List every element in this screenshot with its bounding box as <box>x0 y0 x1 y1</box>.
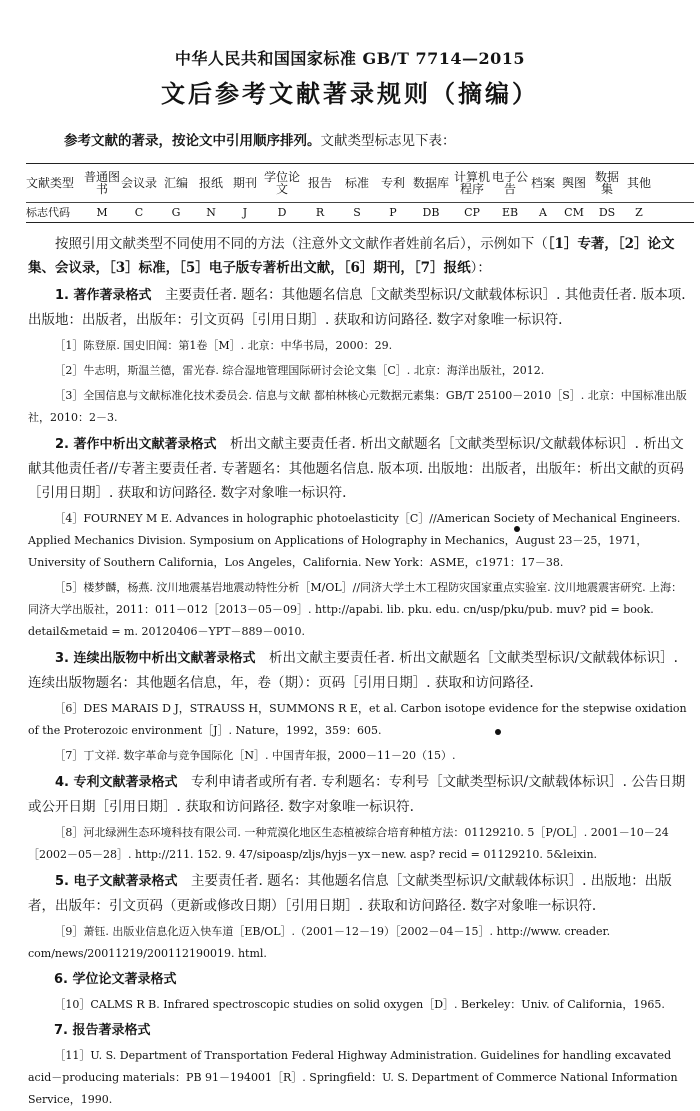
table-cell-code: D <box>277 206 287 219</box>
reference-example: ［8］河北绿洲生态环境科技有限公司. 一种荒漠化地区生态植被综合培育种植方法：01129210. 5［P/OL］. 2001－10－24［2002－05－28］. http://211. 152. 9. 47/sipoasp/zljs/hyjs－yx－new. asp? recid = 01129210. 5&leixin. <box>28 826 669 861</box>
section-paragraph <box>28 869 688 918</box>
section-format-text: 析出文献主要责任者. 析出文献题名［文献类型标识/文献载体标识］. 析出文献其他责任者//专著主要责任者. 专著题名：其他题名信息. 版本项. 出版地：出版者，出版年：析出文献的页码［引用日期］. 获取和访问路径. 数字对象唯一标识符. <box>28 436 684 501</box>
reference-example: ［9］萧钰. 出版业信息化迈入快车道［EB/OL］.（2001－12－19）［2002－04－15］. http://www. creader. com/news/20011219/200112190019. html. <box>28 925 611 960</box>
reference-example: ［3］全国信息与文献标准化技术委员会. 信息与文献 都柏林核心元数据元素集：GB/T 25100－2010［S］. 北京：中国标准出版社，2010：2－3. <box>28 389 687 424</box>
section-heading: 1. 著作著录格式 <box>55 288 152 303</box>
table-cell-type: 舆图 <box>561 177 586 189</box>
table-cell-type: 数据库 <box>412 177 449 189</box>
table-cell-type: 电子公告 <box>492 171 528 195</box>
table-cell-code: C <box>134 206 144 219</box>
intro-end: ）： <box>470 260 491 276</box>
document-type-table <box>26 163 694 223</box>
table-cell-code: J <box>242 206 248 219</box>
section-paragraph <box>28 770 688 819</box>
table-cell-type: 期刊 <box>232 177 257 189</box>
format-section <box>28 1020 688 1111</box>
table-cell-code: R <box>315 206 325 219</box>
format-section <box>28 646 688 767</box>
section-paragraph <box>28 283 688 332</box>
table-row-types <box>26 164 694 203</box>
intro-text: 按照引用文献类型不同使用不同的方法（注意外文文献作者姓前名后），示例如下（ <box>55 236 548 252</box>
table-cell-type: 普通图书 <box>84 171 120 195</box>
format-section <box>28 432 688 643</box>
table-cell-code: CM <box>564 206 584 219</box>
table-cell-code: N <box>206 206 216 219</box>
table-row-codes <box>26 203 694 222</box>
table-cell-type: 数据集 <box>594 171 619 195</box>
table-cell-code: CP <box>464 206 480 219</box>
reference-example: ［1］陈登原. 国史旧闻：第1卷［M］. 北京：中华书局，2000：29. <box>54 339 393 352</box>
section-paragraph <box>28 432 688 505</box>
lead-normal: 文献类型标志见下表： <box>320 133 456 149</box>
table-cell-code: M <box>96 206 108 219</box>
intro-paragraph <box>28 232 688 280</box>
section-format-text: 专利申请者或所有者. 专利题名：专利号［文献类型标识/文献载体标识］. 公告日期或公开日期［引用日期］. 获取和访问路径. 数字对象唯一标识符. <box>28 774 686 815</box>
reference-example: ［2］牛志明，斯温兰德，雷光春. 综合湿地管理国际研讨会论文集［C］. 北京：海洋出版社，2012. <box>54 364 545 377</box>
lead-sentence <box>64 129 684 149</box>
section-heading: 7. 报告著录格式 <box>54 1023 151 1038</box>
reference-example: ［6］DES MARAIS D J，STRAUSS H，SUMMONS R E，et al. Carbon isotope evidence for the stepwise oxidation of the Proterozoic environment［J］. Nature，1992，359：605. <box>28 702 687 737</box>
format-section <box>28 969 688 1016</box>
table-cell-type: 学位论文 <box>263 171 300 195</box>
speck-mark <box>514 526 520 532</box>
table-cell-code: DB <box>422 206 440 219</box>
table-cell-type: 专利 <box>380 177 405 189</box>
table-cell-type: 档案 <box>530 177 555 189</box>
table-header-code: 标志代码 <box>26 206 70 219</box>
reference-example: ［4］FOURNEY M E. Advances in holographic photoelasticity［C］//American Society of Mechanical Engineers. Applied Mechanics Division. Symposium on Applications of Holography in Mechanics，August 23－25，1971，University of Southern California，Los Angeles，California. New York：ASME，c1971：17－38. <box>28 512 681 569</box>
sections-container <box>28 283 688 1111</box>
table-header-type: 文献类型 <box>26 177 75 189</box>
format-section <box>28 283 688 429</box>
section-format-text: 主要责任者. 题名：其他题名信息［文献类型标识/文献载体标识］. 出版地：出版者，出版年：引文页码（更新或修改日期）［引用日期］. 获取和访问路径. 数字对象唯一标识符. <box>28 873 672 914</box>
table-cell-code: S <box>353 206 361 219</box>
table-cell-code: DS <box>598 206 616 219</box>
section-heading: 6. 学位论文著录格式 <box>54 972 177 987</box>
table-cell-code: G <box>171 206 181 219</box>
speck-mark <box>495 729 501 735</box>
table-cell-type: 其他 <box>626 177 651 189</box>
table-cell-code: EB <box>501 206 519 219</box>
table-cell-code: A <box>539 206 547 219</box>
table-cell-code: Z <box>635 206 643 219</box>
standard-number: 中华人民共和国国家标准 GB/T 7714—2015 <box>174 49 526 68</box>
lead-bold: 参考文献的著录，按论文中引用顺序排列。 <box>64 133 321 149</box>
table-cell-type: 计算机程序 <box>453 171 490 195</box>
reference-example: ［7］丁文祥. 数字革命与竞争国际化［N］. 中国青年报，2000－11－20（15）. <box>54 749 456 762</box>
intro-emphasis: ［1］专著，［2］论文集、会议录，［3］标准，［5］电子版专著析出文献，［6］期刊，［7］报纸 <box>28 236 675 276</box>
reference-example: ［5］楼梦麟，杨燕. 汶川地震基岩地震动特性分析［M/OL］//同济大学土木工程防灾国家重点实验室. 汶川地震震害研究. 上海：同济大学出版社，2011：011－012［2013－05－09］. http://apabi. lib. pku. edu. cn/usp/pku/pub. muv? pid = book. detail&metaid = m. 20120406－YPT－889－0010. <box>28 581 683 638</box>
reference-example: ［11］U. S. Department of Transportation Federal Highway Administration. Guidelines for handling excavated acid－producing materials：PB 91－194001［R］. Springfield：U. S. Department of Commerce National Information Service，1990. <box>28 1049 678 1106</box>
format-section <box>28 869 688 965</box>
page-title: 文后参考文献著录规则（摘编） <box>161 80 539 108</box>
section-format-text: 主要责任者. 题名：其他题名信息［文献类型标识/文献载体标识］. 其他责任者. 版本项. 出版地：出版者，出版年：引文页码［引用日期］. 获取和访问路径. 数字对象唯一标识符. <box>28 287 686 328</box>
table-cell-type: 标准 <box>344 177 369 189</box>
section-heading: 2. 著作中析出文献著录格式 <box>55 437 217 452</box>
section-heading: 5. 电子文献著录格式 <box>55 874 178 889</box>
table-cell-type: 会议录 <box>120 177 157 189</box>
table-cell-type: 报告 <box>307 177 332 189</box>
table-cell-code: P <box>389 206 397 219</box>
section-heading: 4. 专利文献著录格式 <box>55 775 178 790</box>
section-heading: 3. 连续出版物中析出文献著录格式 <box>55 651 256 666</box>
document-body <box>28 232 688 1111</box>
section-paragraph <box>28 646 688 695</box>
section-format-text: 析出文献主要责任者. 析出文献题名［文献类型标识/文献载体标识］. 连续出版物题名：其他题名信息，年，卷（期）：页码［引用日期］. 获取和访问路径. <box>28 650 678 691</box>
reference-example: ［10］CALMS R B. Infrared spectroscopic studies on solid oxygen［D］. Berkeley：Univ. of California，1965. <box>54 998 665 1011</box>
format-section <box>28 770 688 866</box>
table-cell-type: 报纸 <box>198 177 223 189</box>
table-cell-type: 汇编 <box>163 177 188 189</box>
